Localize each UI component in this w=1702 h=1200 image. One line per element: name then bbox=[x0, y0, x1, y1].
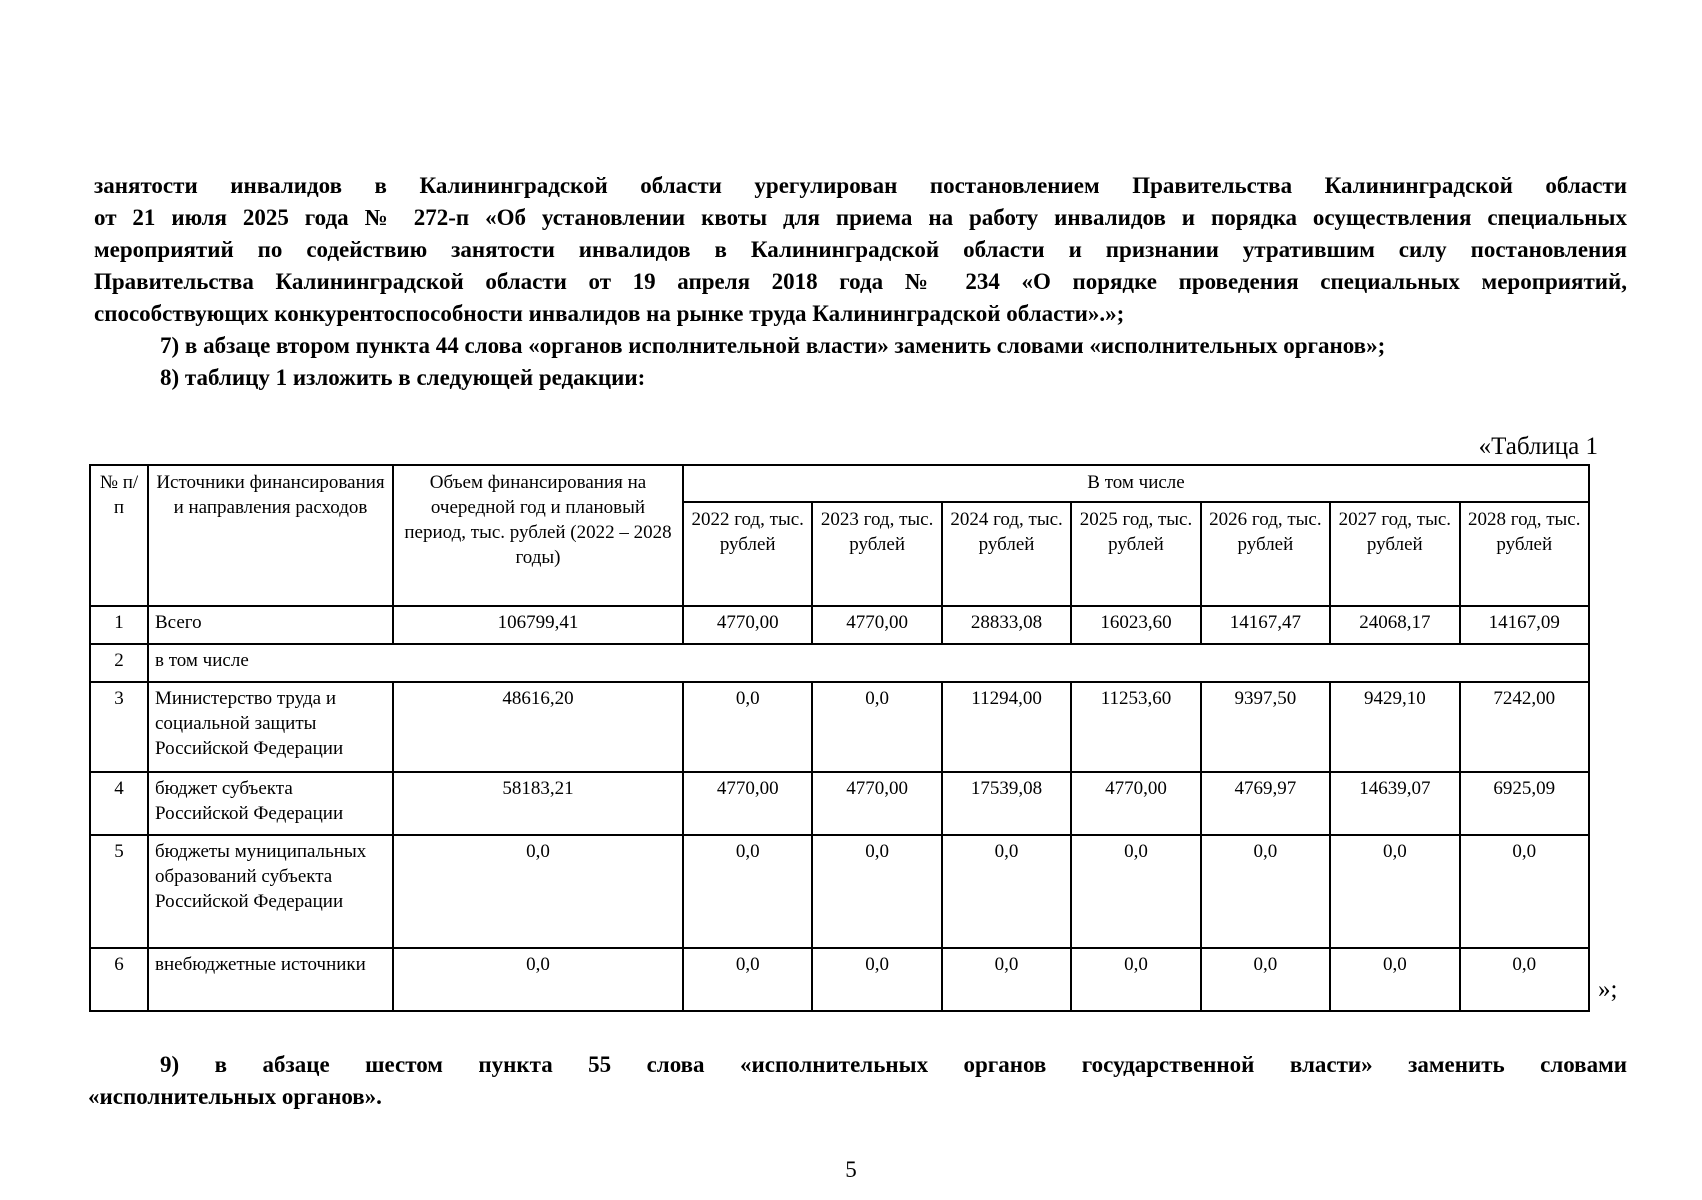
row-value-2023: 4770,00 bbox=[812, 606, 941, 644]
row-total: 106799,41 bbox=[393, 606, 683, 644]
intro-paragraph bbox=[94, 170, 1627, 330]
intro-line-1: занятости инвалидов в Калининградской области урегулирован постановлением Правительства Калининградской области bbox=[94, 173, 1627, 198]
table-row bbox=[90, 644, 1589, 682]
row-value-2022: 0,0 bbox=[683, 682, 812, 772]
row-name: Министерство труда и социальной защиты Российской Федерации bbox=[148, 682, 393, 772]
row-value-2024: 28833,08 bbox=[942, 606, 1071, 644]
row-value-2026: 14167,47 bbox=[1201, 606, 1330, 644]
table-row bbox=[90, 606, 1589, 644]
header-source: Источники финансирования и направления расходов bbox=[148, 465, 393, 606]
row-value-2026: 0,0 bbox=[1201, 948, 1330, 1011]
row-value-2027: 0,0 bbox=[1330, 948, 1459, 1011]
row-num: 3 bbox=[90, 682, 148, 772]
header-num: № п/п bbox=[90, 465, 148, 606]
row-value-2023: 4770,00 bbox=[812, 772, 941, 835]
header-including: В том числе bbox=[683, 465, 1589, 502]
header-year-2028: 2028 год, тыс. рублей bbox=[1460, 502, 1589, 606]
row-total: 0,0 bbox=[393, 948, 683, 1011]
row-value-2028: 0,0 bbox=[1460, 948, 1589, 1011]
row-num: 6 bbox=[90, 948, 148, 1011]
table-caption: «Таблица 1 bbox=[1478, 433, 1598, 460]
table-row bbox=[90, 948, 1589, 1011]
row-value-2027: 0,0 bbox=[1330, 835, 1459, 948]
row-value-2024: 11294,00 bbox=[942, 682, 1071, 772]
row-value-2027: 9429,10 bbox=[1330, 682, 1459, 772]
row-value-2022: 4770,00 bbox=[683, 772, 812, 835]
header-volume: Объем финансирования на очередной год и плановый период, тыс. рублей (2022 – 2028 годы) bbox=[393, 465, 683, 606]
table-row bbox=[90, 682, 1589, 772]
row-value-2023: 0,0 bbox=[812, 835, 941, 948]
row-value-2025: 11253,60 bbox=[1071, 682, 1200, 772]
row-value-2028: 0,0 bbox=[1460, 835, 1589, 948]
financing-table bbox=[89, 464, 1590, 1012]
header-year-2027: 2027 год, тыс. рублей bbox=[1330, 502, 1459, 606]
table-row bbox=[90, 835, 1589, 948]
intro-line-4: Правительства Калининградской области от 19 апреля 2018 года № 234 «О порядке проведения специальных мероприятий, bbox=[94, 269, 1627, 294]
row-total: 0,0 bbox=[393, 835, 683, 948]
row-value-2023: 0,0 bbox=[812, 682, 941, 772]
row-value-2026: 0,0 bbox=[1201, 835, 1330, 948]
table-row bbox=[90, 772, 1589, 835]
row-value-2023: 0,0 bbox=[812, 948, 941, 1011]
row-value-2022: 4770,00 bbox=[683, 606, 812, 644]
row-value-2024: 0,0 bbox=[942, 835, 1071, 948]
header-year-2025: 2025 год, тыс. рублей bbox=[1071, 502, 1200, 606]
header-year-2022: 2022 год, тыс. рублей bbox=[683, 502, 812, 606]
row-num: 2 bbox=[90, 644, 148, 682]
row-value-2022: 0,0 bbox=[683, 948, 812, 1011]
table-closing-quote: »; bbox=[1598, 976, 1618, 1003]
row-value-2025: 0,0 bbox=[1071, 835, 1200, 948]
intro-line-5: способствующих конкурентоспособности инвалидов на рынке труда Калининградской области».»; bbox=[94, 301, 1125, 326]
row-name: в том числе bbox=[148, 644, 1589, 682]
row-value-2024: 0,0 bbox=[942, 948, 1071, 1011]
item-7: 7) в абзаце втором пункта 44 слова «органов исполнительной власти» заменить словами «исполнительных органов»; bbox=[160, 333, 1386, 358]
page-number: 5 bbox=[845, 1157, 857, 1182]
row-value-2027: 14639,07 bbox=[1330, 772, 1459, 835]
row-name: бюджеты муниципальных образований субъекта Российской Федерации bbox=[148, 835, 393, 948]
row-value-2025: 0,0 bbox=[1071, 948, 1200, 1011]
row-value-2026: 4769,97 bbox=[1201, 772, 1330, 835]
row-num: 5 bbox=[90, 835, 148, 948]
header-year-2023: 2023 год, тыс. рублей bbox=[812, 502, 941, 606]
row-value-2024: 17539,08 bbox=[942, 772, 1071, 835]
header-year-2026: 2026 год, тыс. рублей bbox=[1201, 502, 1330, 606]
row-value-2027: 24068,17 bbox=[1330, 606, 1459, 644]
row-value-2026: 9397,50 bbox=[1201, 682, 1330, 772]
row-value-2028: 6925,09 bbox=[1460, 772, 1589, 835]
item-9-line-2: «исполнительных органов». bbox=[88, 1084, 382, 1109]
row-value-2022: 0,0 bbox=[683, 835, 812, 948]
row-total: 48616,20 bbox=[393, 682, 683, 772]
row-value-2028: 7242,00 bbox=[1460, 682, 1589, 772]
item-8: 8) таблицу 1 изложить в следующей редакции: bbox=[160, 365, 646, 390]
header-year-2024: 2024 год, тыс. рублей bbox=[942, 502, 1071, 606]
intro-line-3: мероприятий по содействию занятости инвалидов в Калининградской области и признании утратившим силу постановления bbox=[94, 237, 1627, 262]
row-value-2025: 4770,00 bbox=[1071, 772, 1200, 835]
row-name: бюджет субъекта Российской Федерации bbox=[148, 772, 393, 835]
row-name: Всего bbox=[148, 606, 393, 644]
row-value-2025: 16023,60 bbox=[1071, 606, 1200, 644]
row-name: внебюджетные источники bbox=[148, 948, 393, 1011]
row-value-2028: 14167,09 bbox=[1460, 606, 1589, 644]
row-num: 4 bbox=[90, 772, 148, 835]
row-total: 58183,21 bbox=[393, 772, 683, 835]
intro-line-2: от 21 июля 2025 года № 272-п «Об установлении квоты для приема на работу инвалидов и порядка осуществления специальных bbox=[94, 205, 1627, 230]
item-9-line-1: 9) в абзаце шестом пункта 55 слова «исполнительных органов государственной власти» заменить словами bbox=[160, 1052, 1627, 1077]
row-num: 1 bbox=[90, 606, 148, 644]
